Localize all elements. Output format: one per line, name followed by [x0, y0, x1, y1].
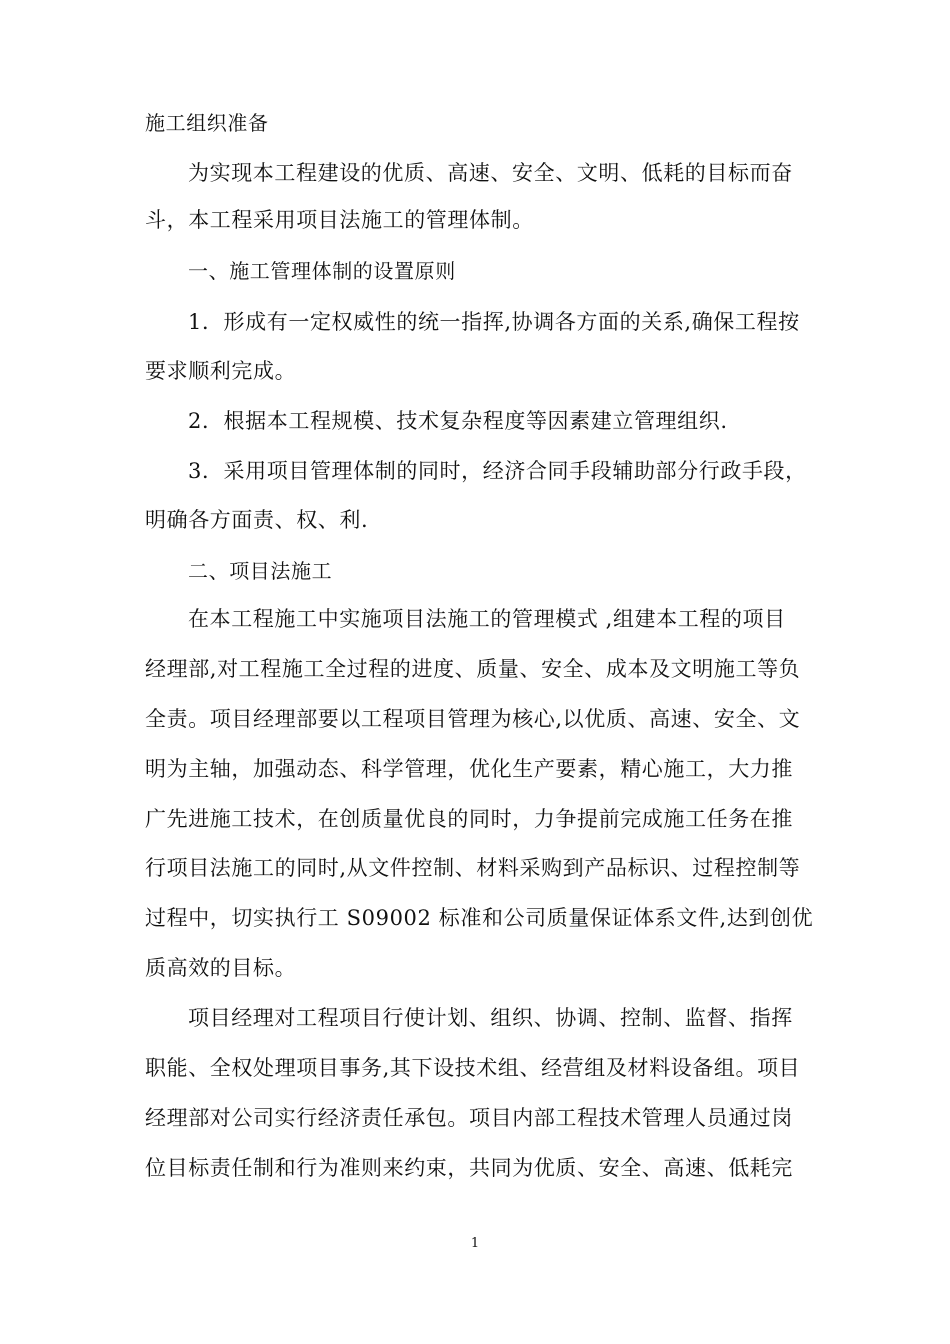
- paragraph-line: 行项目法施工的同时,从文件控制、材料采购到产品标识、过程控制等: [145, 856, 801, 880]
- paragraph-line: 明为主轴，加强动态、科学管理，优化生产要素，精心施工，大力推: [145, 757, 793, 781]
- section-heading: 一、施工管理体制的设置原则: [188, 259, 456, 283]
- section-heading: 二、项目法施工: [188, 559, 333, 583]
- paragraph-line: 经理部对公司实行经济责任承包。项目内部工程技术管理人员通过岗: [145, 1106, 793, 1130]
- paragraph-line: 质高效的目标。: [145, 956, 297, 980]
- list-item-line: 要求顺利完成。: [145, 359, 297, 383]
- intro-line: 为实现本工程建设的优质、高速、安全、文明、低耗的目标而奋: [188, 161, 793, 185]
- paragraph-line: 广先进施工技术，在创质量优良的同时，力争提前完成施工任务在推: [145, 807, 793, 831]
- document-title: 施工组织准备: [145, 111, 269, 135]
- paragraph-line: 在本工程施工中实施项目法施工的管理模式 ,组建本工程的项目: [188, 607, 786, 631]
- paragraph-line: 经理部,对工程施工全过程的进度、质量、安全、成本及文明施工等负: [145, 657, 801, 681]
- paragraph-line: 位目标责任制和行为准则来约束，共同为优质、安全、高速、低耗完: [145, 1156, 793, 1180]
- list-item-line: 3．采用项目管理体制的同时，经济合同手段辅助部分行政手段，: [188, 459, 807, 483]
- paragraph-line: 全责。项目经理部要以工程项目管理为核心,以优质、高速、安全、文: [145, 707, 801, 731]
- paragraph-line: 过程中，切实执行工 S09002 标准和公司质量保证体系文件,达到创优: [145, 906, 814, 930]
- list-item-line: 2．根据本工程规模、技术复杂程度等因素建立管理组织.: [188, 409, 728, 433]
- paragraph-line: 职能、全权处理项目事务,其下设技术组、经营组及材料设备组。项目: [145, 1056, 801, 1080]
- paragraph-line: 项目经理对工程项目行使计划、组织、协调、控制、监督、指挥: [188, 1006, 793, 1030]
- list-item-line: 1．形成有一定权威性的统一指挥,协调各方面的关系,确保工程按: [188, 310, 800, 334]
- intro-line: 斗，本工程采用项目法施工的管理体制。: [145, 208, 534, 232]
- list-item-line: 明确各方面责、权、利.: [145, 508, 369, 532]
- page-number: 1: [470, 1236, 480, 1251]
